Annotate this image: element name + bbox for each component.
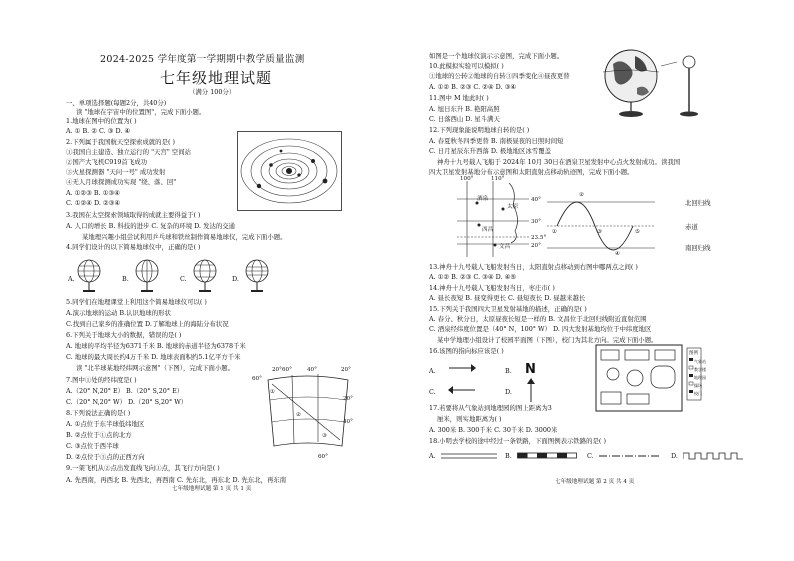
option-label: D. (505, 388, 512, 396)
question-line: 7.图中①处的经纬度是( ) (66, 376, 137, 384)
grid-label: 40° (343, 419, 353, 425)
question-line: A. 300米 B. 300千米 C. 30千米 D. 3000米 (429, 426, 558, 434)
option-label: A. (429, 452, 436, 460)
option-label: C. (587, 452, 594, 460)
question-line: 12.下列现象能说明地球自转的是( ) (429, 126, 530, 134)
question-line: 15.下列关于我国四大卫星发射基地的描述，正确的是( ) (429, 305, 587, 313)
question-line: D. ②点位于③点的正西方向 (66, 453, 145, 461)
question-line: 神舟十九号载人飞船于 2024年 10月 30日在酒泉卫星发射中心点火发射成功。读我国 (437, 158, 681, 166)
question-line: 厘米，则实地距离为( ) (437, 415, 502, 423)
question-line: 17.若要将从气象站到地理园的图上距离为3 (429, 404, 552, 412)
legend-item: 气象站 (694, 359, 706, 364)
map-label: 西昌 (482, 227, 494, 233)
option-label: D. (671, 452, 678, 460)
grid-label: 20° (341, 367, 351, 373)
path-point: ② (579, 192, 585, 198)
question-line: 11.图中 M 地此时( ) (429, 94, 489, 102)
question-line: A. ①② B. ②③ C. ②④ D. ③④ (429, 83, 517, 91)
question-line: A. 旭日东升 B. 艳阳高照 (429, 105, 500, 113)
question-line: 2.下列属于我国航天空探索成就的是( ) (66, 138, 175, 146)
map-label: 40° (531, 197, 541, 203)
arrow-option-a-icon (447, 360, 477, 376)
question-line: ④无人月球探测成功实现 "绕、落、回" (66, 178, 177, 186)
legend-item: 地理园 (694, 375, 706, 380)
grid-label: ① (270, 389, 276, 395)
exam-header-line1: 2024-2025 学年度第一学期期中教学质量监测 (100, 54, 305, 65)
question-line: 18.小明去学校的途中经过一条铁路，下面图例表示铁路的是( ) (429, 437, 606, 445)
question-line: A. ①② B. ②③ C. ③④ D. ④⑤ (429, 273, 517, 281)
arrow-option-c-icon (447, 382, 477, 398)
question-line: A. 春夏秋冬四季更替 B. 南极昼夜的日照时间短 (429, 137, 564, 145)
question-line: 13.神舟十九号载人飞船发射当日，太阳直射点移动到右图中哪两点之间( ) (429, 263, 638, 271)
sun-path-diagram (547, 192, 655, 252)
question-line: 10.此模拟实验可以模拟( ) (429, 62, 504, 70)
arrow-option-d-icon (523, 378, 539, 404)
railway-symbol-icon (517, 451, 577, 461)
grid-label: 20° (272, 367, 282, 373)
grid-label: ③ (322, 433, 328, 439)
globe-lamp-figure (597, 44, 707, 120)
grid-label: 20° (343, 396, 353, 402)
grid-label: ② (296, 412, 302, 418)
question-line: C. 地球的最大周长约4万千米 D. 地球表面积约5.1亿平方千米 (66, 353, 241, 361)
question-line: A. ①②③ B. ①③④ (66, 189, 120, 197)
boundary-symbol-icon (599, 451, 659, 461)
question-line: C. ①②④ D. ②③④ (66, 199, 121, 207)
grid-label: 60° (252, 376, 262, 382)
map-label: 酒泉 (477, 196, 489, 202)
question-line: B. ②点位于①点的北方 (66, 431, 132, 439)
question-line: A.（20° N,20° E） B.（20° S,20° E） (66, 387, 184, 395)
page-footer: 七年级地理试题 第 1 页 共 1 页 (172, 486, 252, 492)
path-point: ① (552, 229, 558, 235)
question-line: ③火星探测器 "天问一号" 成功发射 (66, 168, 166, 176)
globe-model-a-icon (76, 258, 102, 294)
question-line: A.演示地球的运动 B.认识地球的形状 (66, 309, 171, 317)
option-label: D. (232, 275, 239, 283)
option-label: C. (429, 388, 436, 396)
map-label: 文昌 (499, 244, 511, 250)
globe-model-b-icon (134, 258, 160, 294)
question-line: ①地球的公转②地球的自转③四季变化④昼夜更替 (429, 72, 570, 80)
question-line: A. ①点位于东半球低纬地区 (66, 420, 145, 428)
question-line: 某中学地理小组设计了校园平面图（下图），校门为其北方向。完成下面小题。 (437, 336, 658, 344)
question-line: 5.同学们在地理课堂上利用这个简易地球仪可以( ) (66, 298, 207, 306)
question-line: A. 昼长夜短 B. 昼变得更长 C. 昼短夜长 D. 昼越来越长 (429, 294, 586, 302)
option-label: B. (122, 275, 129, 283)
option-label: A. (429, 367, 436, 375)
question-line: A. 人口的增长 B. 科技的进步 C. 复杂的环境 D. 发达的交通 (66, 222, 236, 230)
exam-title: 七年级地理试题 (160, 69, 273, 87)
question-line: A. 春分、秋分日，太原昼夜长短是一样的 B. 文昌位于北回归线附近直射范围 (429, 315, 647, 323)
question-line: ①我国自主建造、独立运行的 "天宫" 空间站 (66, 148, 191, 156)
globe-model-d-icon (244, 258, 270, 294)
question-line: 3.我国在太空探索领域取得的成就主要得益于( ) (66, 211, 201, 219)
legend-title: 图例 (689, 351, 698, 356)
question-line: 4.同学们设计的以下简易地球仪中，正确的是( ) (66, 243, 201, 251)
question-line: 9.一架飞机从②点出发直线飞向①点，其飞行方向是( ) (66, 464, 220, 472)
option-label: B. (505, 452, 512, 460)
solar-system-figure (237, 131, 342, 211)
question-line: 14.神舟十九号载人飞船发射当日，枣庄市( ) (429, 284, 555, 292)
map-label: 110° (491, 176, 505, 182)
tropic-label: 南回归线 (685, 244, 711, 252)
question-line: C. 酒泉经纬度位置是（40° N，100° W） D. 四大发射基地均位于中纬度地区 (429, 325, 652, 333)
question-line: 1.地球在图中的位置为( ) (66, 117, 137, 125)
question-line: C. 日落西山 D. 星斗满天 (429, 115, 500, 123)
equator-label: 赤道 (685, 223, 698, 231)
question-line: 6.下列关于地球大小的数据，错误的是( ) (66, 331, 182, 339)
full-score: （满分 100分） (189, 88, 236, 96)
option-label: B. (505, 367, 512, 375)
option-label: A. (68, 275, 75, 283)
grid-label: 60° (282, 367, 292, 373)
question-line: 四大卫星发射基地分布示意图和太阳直射点移动轨迹图，完成下面小题。 (429, 168, 634, 176)
wall-symbol-icon (683, 451, 743, 461)
legend-item: 操场 (694, 383, 702, 388)
option-label: C. (180, 275, 187, 283)
path-point: ⑤ (635, 229, 641, 235)
map-label: 30° (531, 219, 541, 225)
north-arrow-icon: N (525, 362, 536, 377)
map-label: 23.5° (531, 235, 547, 241)
grid-label: 60° (318, 454, 328, 460)
question-line: 读 "地球在宇宙中的位置图"，完成下面小题。 (76, 108, 206, 116)
question-line: A. 先西南，再西北 B. 先西北，再西南 C. 先东北，再东北 D. 先东北，再东南 (66, 476, 287, 484)
map-label: 20° (531, 243, 541, 249)
question-line: C.（20° N,20° W） D.（20° S,20° W） (66, 398, 188, 406)
question-line: A. ① B. ② C. ③ D. ④ (66, 127, 131, 135)
globe-model-c-icon (192, 258, 218, 294)
road-symbol-icon (441, 451, 497, 461)
path-point: ③ (597, 229, 603, 235)
map-label: 太原 (507, 204, 519, 210)
question-line: 读 "北半球某地经纬网示意图"（下图），完成下面小题。 (76, 364, 235, 372)
launch-site-map (457, 181, 529, 257)
question-line: A. 地球的平均半径为6371千米 B. 地球的赤道半径为6378千米 (66, 342, 246, 350)
right-page (397, 0, 794, 561)
map-label: 100° (460, 176, 474, 182)
question-line: 一、单项选择题(每题2分，共40分) (66, 99, 167, 107)
path-point: ④ (615, 251, 621, 257)
page-footer: 七年级地理试题 第 2 页 共 4 页 (555, 479, 635, 485)
question-line: C. 日月星辰东升西落 D. 极地地区冰雪覆盖 (429, 147, 551, 155)
legend-item: 教学楼 (694, 367, 706, 372)
question-line: C.找到自己家乡的准确位置 D.了解地球上的海陆分布状况 (66, 320, 229, 328)
legend-item: 校门 (694, 391, 702, 396)
grid-label: 40° (307, 367, 317, 373)
campus-plan-figure (595, 344, 703, 414)
tropic-label: 北回归线 (685, 199, 711, 207)
graticule-figure (262, 370, 352, 452)
question-line: 8.下列说法正确的是( ) (66, 409, 131, 417)
question-line: ②国产大飞机C919首飞成功 (66, 158, 147, 166)
question-line: C. ③点位于西半球 (66, 442, 119, 450)
question-line: 如图是一个地球仪演示示意图，完成下面小题。 (429, 52, 564, 60)
question-line: 某地理兴趣小组尝试利用乒乓球和铁丝制作简易地球仪，完成下面小题。 (82, 233, 287, 241)
question-line: 16.该图的指向标应该是( ) (429, 347, 504, 355)
